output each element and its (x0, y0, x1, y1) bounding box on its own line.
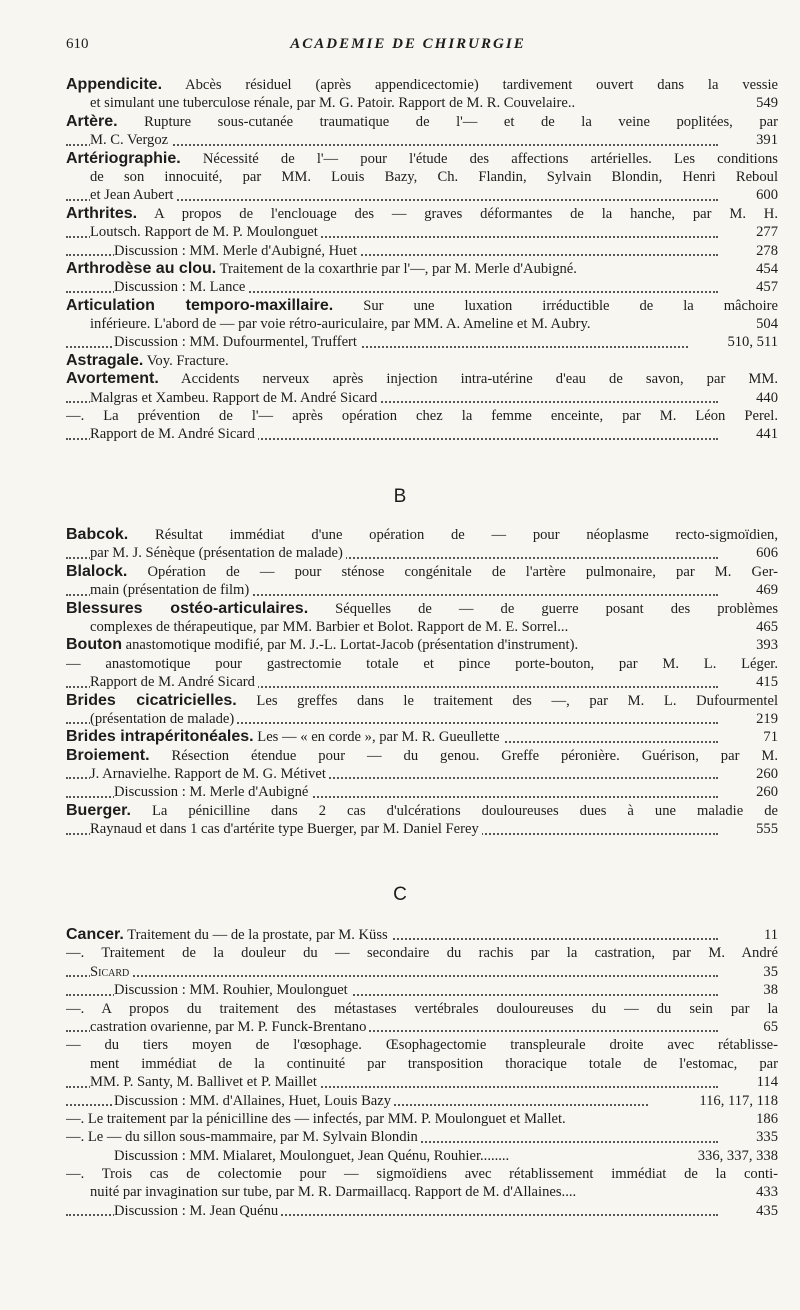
page-ref: 393 (752, 636, 778, 654)
page-ref: 465 (752, 618, 778, 636)
keyword: Arthrites. (66, 204, 138, 222)
entry-text: A propos de l'enclouage des — graves déformantes de la hanche, par M. H. (154, 205, 778, 222)
entry-text: Rupture sous-cutanée traumatique de l'— et de la veine poplitées, par (144, 113, 778, 130)
page-ref: 457 (752, 278, 778, 296)
entry-text: Sicard (90, 964, 132, 980)
page-ref: 469 (752, 581, 778, 599)
entry-text: Malgras et Xambeu. Rapport de M. André Sicard (90, 390, 380, 406)
keyword: Avortement. (66, 370, 159, 388)
entry-text: Rapport de M. André Sicard (90, 426, 258, 442)
page-ref: 260 (752, 765, 778, 783)
keyword: Arthrodèse au clou. (66, 259, 217, 277)
entry-text: — du tiers moyen de l'œsophage. Œsophagectomie transpleurale droite avec rétablisse- (66, 1037, 778, 1054)
section-c (66, 926, 778, 1220)
keyword: Astragale. (66, 351, 144, 369)
section-a (66, 76, 778, 444)
keyword: Buerger. (66, 801, 131, 819)
entry-broiement (66, 747, 778, 802)
entry-text: MM. P. Santy, M. Ballivet et P. Maillet (90, 1074, 320, 1090)
section-letter-b: B (393, 486, 407, 507)
entry-astragale (66, 352, 778, 370)
entry-text: La pénicilline dans 2 cas d'ulcérations douloureuses dues à une maladie de (151, 802, 778, 819)
entry-text: — anastomotique pour gastrectomie totale et pince porte-bouton, par M. L. Léger. (66, 655, 778, 672)
page-ref: 435 (752, 1202, 778, 1220)
page-ref: 65 (759, 1018, 778, 1036)
page-ref: 510, 511 (723, 333, 778, 351)
page-ref: 278 (752, 242, 778, 260)
entry-brides-cicatricielles (66, 692, 778, 729)
keyword: Artériographie. (66, 149, 181, 167)
page-ref: 440 (752, 389, 778, 407)
keyword: Articulation temporo-maxillaire. (66, 296, 334, 314)
entry-text: (présentation de malade) (90, 711, 237, 727)
entry-text: anastomotique modifié, par M. J.-L. Lortat-Jacob (présentation d'instrument). (125, 637, 579, 654)
entry-appendicite (66, 76, 778, 113)
entry-text: Résultat immédiat d'une opération de — pour néoplasme recto-sigmoïdien, (155, 527, 778, 543)
entry-text: —. Trois cas de colectomie pour — sigmoïdiens avec rétablissement immédiat de la conti- (66, 1166, 778, 1183)
entry-text: ment immédiat de la continuité par transposition thoracique totale de l'estomac, par (90, 1055, 778, 1072)
entry-arthrites (66, 205, 778, 260)
keyword: Cancer. (66, 926, 124, 943)
entry-text: —. A propos du traitement des métastases vertébrales douloureuses du — du sein par la (66, 1000, 778, 1017)
keyword: Brides intrapéritonéales. (66, 728, 254, 746)
entry-text: castration ovarienne, par M. P. Funck-Brentano (90, 1019, 369, 1035)
entry-text: inférieure. L'abord de — par voie rétro-auriculaire, par MM. A. Ameline et M. Aubry. (90, 316, 594, 332)
page-ref: 219 (752, 710, 778, 728)
page-ref: 555 (752, 820, 778, 838)
entry-artere (66, 113, 778, 150)
entry-text: et simulant une tuberculose rénale, par M. G. Patoir. Rapport de M. R. Couvelaire.. (90, 95, 578, 111)
entry-avortement (66, 370, 778, 444)
entry-text: Nécessité de l'— pour l'étude des affections artérielles. Les conditions (202, 150, 778, 167)
discussion-text: Discussion : MM. Rouhier, Moulonguet (114, 982, 351, 998)
page-ref: 116, 117, 118 (695, 1092, 778, 1110)
discussion-text: Discussion : MM. Dufourmentel, Truffert (114, 334, 360, 350)
entry-text: —. La prévention de l'— après opération chez la femme enceinte, par M. Léon Perel. (66, 408, 778, 425)
page-ref: 11 (760, 926, 778, 944)
entry-babcok (66, 526, 778, 563)
page-number: 610 (66, 36, 89, 52)
entry-text: Séquelles de — de guerre posant des problèmes (335, 600, 778, 617)
discussion-text: Discussion : M. Merle d'Aubigné (114, 784, 311, 800)
entry-buerger (66, 802, 778, 839)
discussion-text: Discussion : M. Lance (114, 279, 248, 295)
keyword: Artère. (66, 112, 118, 130)
entry-arteriographie (66, 150, 778, 205)
discussion-text: Discussion : MM. d'Allaines, Huet, Louis Bazy (114, 1093, 394, 1109)
page-header (66, 36, 750, 58)
entry-blessures (66, 600, 778, 637)
page-ref: 186 (752, 1110, 778, 1128)
page-ref: 260 (752, 783, 778, 801)
entry-text: nuité par invagination sur tube, par M. R. Darmaillacq. Rapport de M. d'Allaines.... (90, 1184, 579, 1200)
section-b (66, 526, 778, 839)
page-ref: 549 (752, 94, 778, 112)
page-ref: 336, 337, 338 (694, 1147, 778, 1165)
entry-bouton (66, 636, 778, 691)
entry-text: par M. J. Sénèque (présentation de malade) (90, 545, 346, 561)
entry-text: Loutsch. Rapport de M. P. Moulonguet (90, 224, 321, 240)
entry-text: Opération de — pour sténose congénitale de l'artère pulmonaire, par M. Ger- (147, 563, 778, 580)
entry-text: Accidents nerveux après injection intra-utérine d'eau de savon, par MM. (181, 371, 778, 388)
keyword: Appendicite. (66, 76, 163, 93)
keyword: Broiement. (66, 746, 150, 764)
entry-text: Les greffes dans le traitement des —, par M. L. Dufourmentel (256, 692, 778, 709)
entry-text: de son innocuité, par MM. Louis Bazy, Ch. Flandin, Sylvain Blondin, Henri Reboul (90, 168, 778, 185)
page-ref: 71 (759, 728, 778, 746)
keyword: Babcok. (66, 526, 129, 543)
entry-text: main (présentation de film) (90, 582, 252, 598)
entry-articulation (66, 297, 778, 352)
entry-text: —. Le — du sillon sous-mammaire, par M. Sylvain Blondin (66, 1129, 421, 1145)
entry-text: Sur une luxation irréductible de la mâchoire (363, 297, 778, 314)
entry-text: Rapport de M. André Sicard (90, 674, 258, 690)
page-ref: 504 (752, 315, 778, 333)
entry-text: —. Traitement de la douleur du — secondaire du rachis par la castration, par M. André (66, 945, 778, 962)
entry-text: —. Le traitement par la pénicilline des — infectés, par MM. P. Moulonguet et Mallet. (66, 1111, 569, 1127)
page-ref: 441 (752, 425, 778, 443)
entry-text: Traitement de la coxarthrie par l'—, par M. Merle d'Aubigné. (219, 260, 577, 277)
discussion-text: Discussion : MM. Merle d'Aubigné, Huet (114, 243, 360, 259)
page-ref: 335 (752, 1128, 778, 1146)
entry-text: J. Arnavielhe. Rapport de M. G. Métivet (90, 766, 329, 782)
entry-cancer (66, 926, 778, 1220)
page-ref: 38 (759, 981, 778, 999)
page-ref: 606 (752, 544, 778, 562)
running-title: ACADEMIE DE CHIRURGIE (290, 36, 526, 52)
entry-text: et Jean Aubert (90, 187, 176, 203)
keyword: Bouton (66, 636, 122, 654)
keyword: Brides cicatricielles. (66, 691, 237, 709)
entry-text: Traitement du — de la prostate, par M. Küss (127, 927, 388, 943)
entry-text: complexes de thérapeutique, par MM. Barbier et Bolot. Rapport de M. E. Sorrel... (90, 619, 571, 635)
section-letter-c: C (393, 884, 407, 905)
entry-text: Raynaud et dans 1 cas d'artérite type Buerger, par M. Daniel Ferey (90, 821, 482, 837)
entry-text: Abcès résiduel (après appendicectomie) tardivement ouvert dans la vessie (185, 77, 778, 93)
page-ref: 433 (752, 1183, 778, 1201)
entry-text: Les — « en corde », par M. R. Gueullette (257, 729, 500, 746)
page-ref: 454 (752, 260, 778, 278)
discussion-text: Discussion : M. Jean Quénu (114, 1203, 281, 1219)
entry-brides-intraperitoneales (66, 728, 778, 746)
entry-blalock (66, 563, 778, 600)
page-ref: 114 (753, 1073, 778, 1091)
page-ref: 600 (752, 186, 778, 204)
entry-arthrodese (66, 260, 778, 297)
entry-text: M. C. Vergoz (90, 132, 171, 148)
keyword: Blalock. (66, 562, 128, 580)
page-ref: 35 (759, 963, 778, 981)
entry-text: Résection étendue pour — du genou. Greffe péronière. Guérison, par M. (171, 747, 778, 764)
keyword: Blessures ostéo-articulaires. (66, 599, 309, 617)
page-ref: 391 (752, 131, 778, 149)
entry-text: Voy. Fracture. (146, 352, 229, 369)
page-ref: 277 (752, 223, 778, 241)
discussion-text: Discussion : MM. Mialaret, Moulonguet, Jean Quénu, Rouhier........ (114, 1148, 512, 1164)
page-ref: 415 (752, 673, 778, 691)
